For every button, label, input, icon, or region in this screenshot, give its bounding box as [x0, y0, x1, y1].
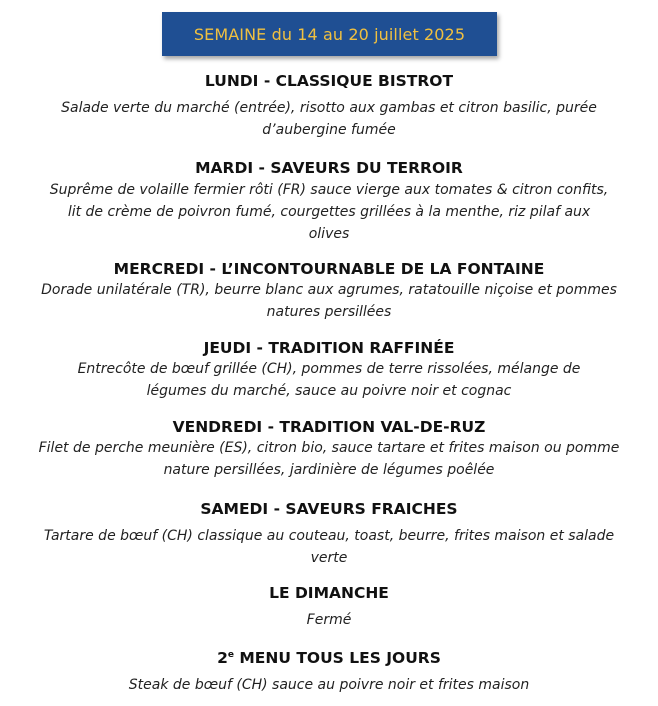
second-menu-superscript: e [227, 649, 234, 660]
day-title-tuesday: MARDI - SAVEURS DU TERROIR [195, 159, 463, 177]
second-menu-title [0, 648, 658, 668]
week-header-banner [162, 12, 497, 56]
day-section-monday [0, 71, 658, 141]
day-title-wednesday: MERCREDI - L’INCONTOURNABLE DE LA FONTAINE [113, 260, 545, 278]
day-title-monday: LUNDI - CLASSIQUE BISTROT [204, 72, 454, 90]
day-title-saturday: SAMEDI - SAVEURS FRAICHES [200, 500, 458, 518]
day-description-wednesday: Dorade unilatérale (TR), beurre blanc aux agrumes, ratatouille niçoise et pommes natures persillées [41, 282, 617, 320]
day-section-friday [0, 417, 658, 481]
second-menu-title-text: MENU TOUS LES JOURS [233, 649, 441, 667]
day-section-thursday [0, 338, 658, 402]
day-description-friday: Filet de perche meunière (ES), citron bio, sauce tartare et frites maison ou pomme nature persillées, jardinière de légumes poêlée [38, 440, 620, 478]
day-description-saturday: Tartare de bœuf (CH) classique au couteau, toast, beurre, frites maison et salade verte [43, 528, 615, 566]
day-title-sunday: LE DIMANCHE [269, 584, 389, 602]
day-section-saturday [0, 499, 658, 569]
day-description-sunday: Fermé [306, 612, 352, 628]
day-description-tuesday: Suprême de volaille fermier rôti (FR) sauce vierge aux tomates & citron confits, lit de crème de poivron fumé, courgettes grillées à la menthe, riz pilaf aux olives [49, 182, 609, 242]
day-section-tuesday [0, 158, 658, 245]
week-header-title: SEMAINE du 14 au 20 juillet 2025 [193, 24, 466, 44]
day-description-thursday: Entrecôte de bœuf grillée (CH), pommes de terre rissolées, mélange de légumes du marché, sauce au poivre noir et cognac [77, 361, 581, 399]
second-menu-description: Steak de bœuf (CH) sauce au poivre noir et frites maison [128, 677, 530, 693]
day-description-monday: Salade verte du marché (entrée), risotto aux gambas et citron basilic, purée d’aubergine fumée [61, 100, 597, 138]
second-menu-section [0, 648, 658, 696]
day-section-wednesday [0, 259, 658, 323]
day-title-friday: VENDREDI - TRADITION VAL-DE-RUZ [172, 418, 486, 436]
day-section-sunday [0, 583, 658, 631]
day-title-thursday: JEUDI - TRADITION RAFFINÉE [203, 339, 455, 357]
second-menu-number: 2 [217, 649, 228, 667]
